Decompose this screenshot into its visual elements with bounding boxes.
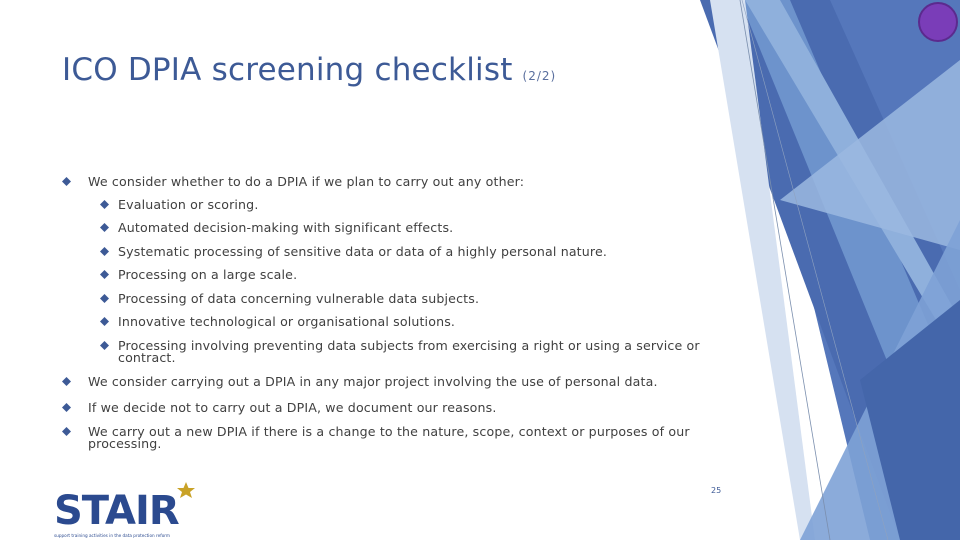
diamond-bullet-icon: [100, 247, 109, 256]
bullet-item: We consider whether to do a DPIA if we plan to carry out any other:: [62, 176, 702, 188]
sub-bullet-item: Innovative technological or organisational solutions.: [100, 316, 700, 328]
stair-logo: [52, 478, 202, 540]
page-title: [62, 52, 556, 88]
title-suffix: (2/2): [522, 69, 557, 83]
svg-text:support training activities in: support training activities in the data protection reform: [54, 533, 170, 538]
sub-bullet-item: Processing on a large scale.: [100, 269, 700, 281]
logo-graphic: [52, 478, 202, 540]
diamond-bullet-icon: [100, 270, 109, 279]
bullet-item: We consider carrying out a DPIA in any major project involving the use of personal data.: [62, 376, 712, 388]
diamond-bullet-icon: [100, 223, 109, 232]
diamond-bullet-icon: [100, 317, 109, 326]
diamond-bullet-icon: [62, 403, 71, 412]
bullet-item: We carry out a new DPIA if there is a change to the nature, scope, context or purposes of our processing.: [62, 426, 727, 450]
sub-bullet-item: Automated decision-making with significant effects.: [100, 222, 700, 234]
diamond-bullet-icon: [100, 341, 109, 350]
diamond-bullet-icon: [100, 200, 109, 209]
bullet-item: If we decide not to carry out a DPIA, we document our reasons.: [62, 402, 712, 414]
sub-bullet-item: Evaluation or scoring.: [100, 199, 700, 211]
diamond-bullet-icon: [62, 377, 71, 386]
diamond-bullet-icon: [62, 427, 71, 436]
svg-text:STAIR: STAIR: [54, 488, 179, 534]
sub-bullet-item: Systematic processing of sensitive data or data of a highly personal nature.: [100, 246, 700, 258]
sub-bullet-item: Processing involving preventing data subjects from exercising a right or using a service or contract.: [100, 340, 700, 364]
sub-bullet-item: Processing of data concerning vulnerable data subjects.: [100, 293, 700, 305]
corner-circle-icon: [918, 2, 958, 42]
title-text: ICO DPIA screening checklist: [62, 52, 513, 88]
diamond-bullet-icon: [100, 294, 109, 303]
diamond-bullet-icon: [62, 177, 71, 186]
page-number: 25: [711, 486, 722, 495]
